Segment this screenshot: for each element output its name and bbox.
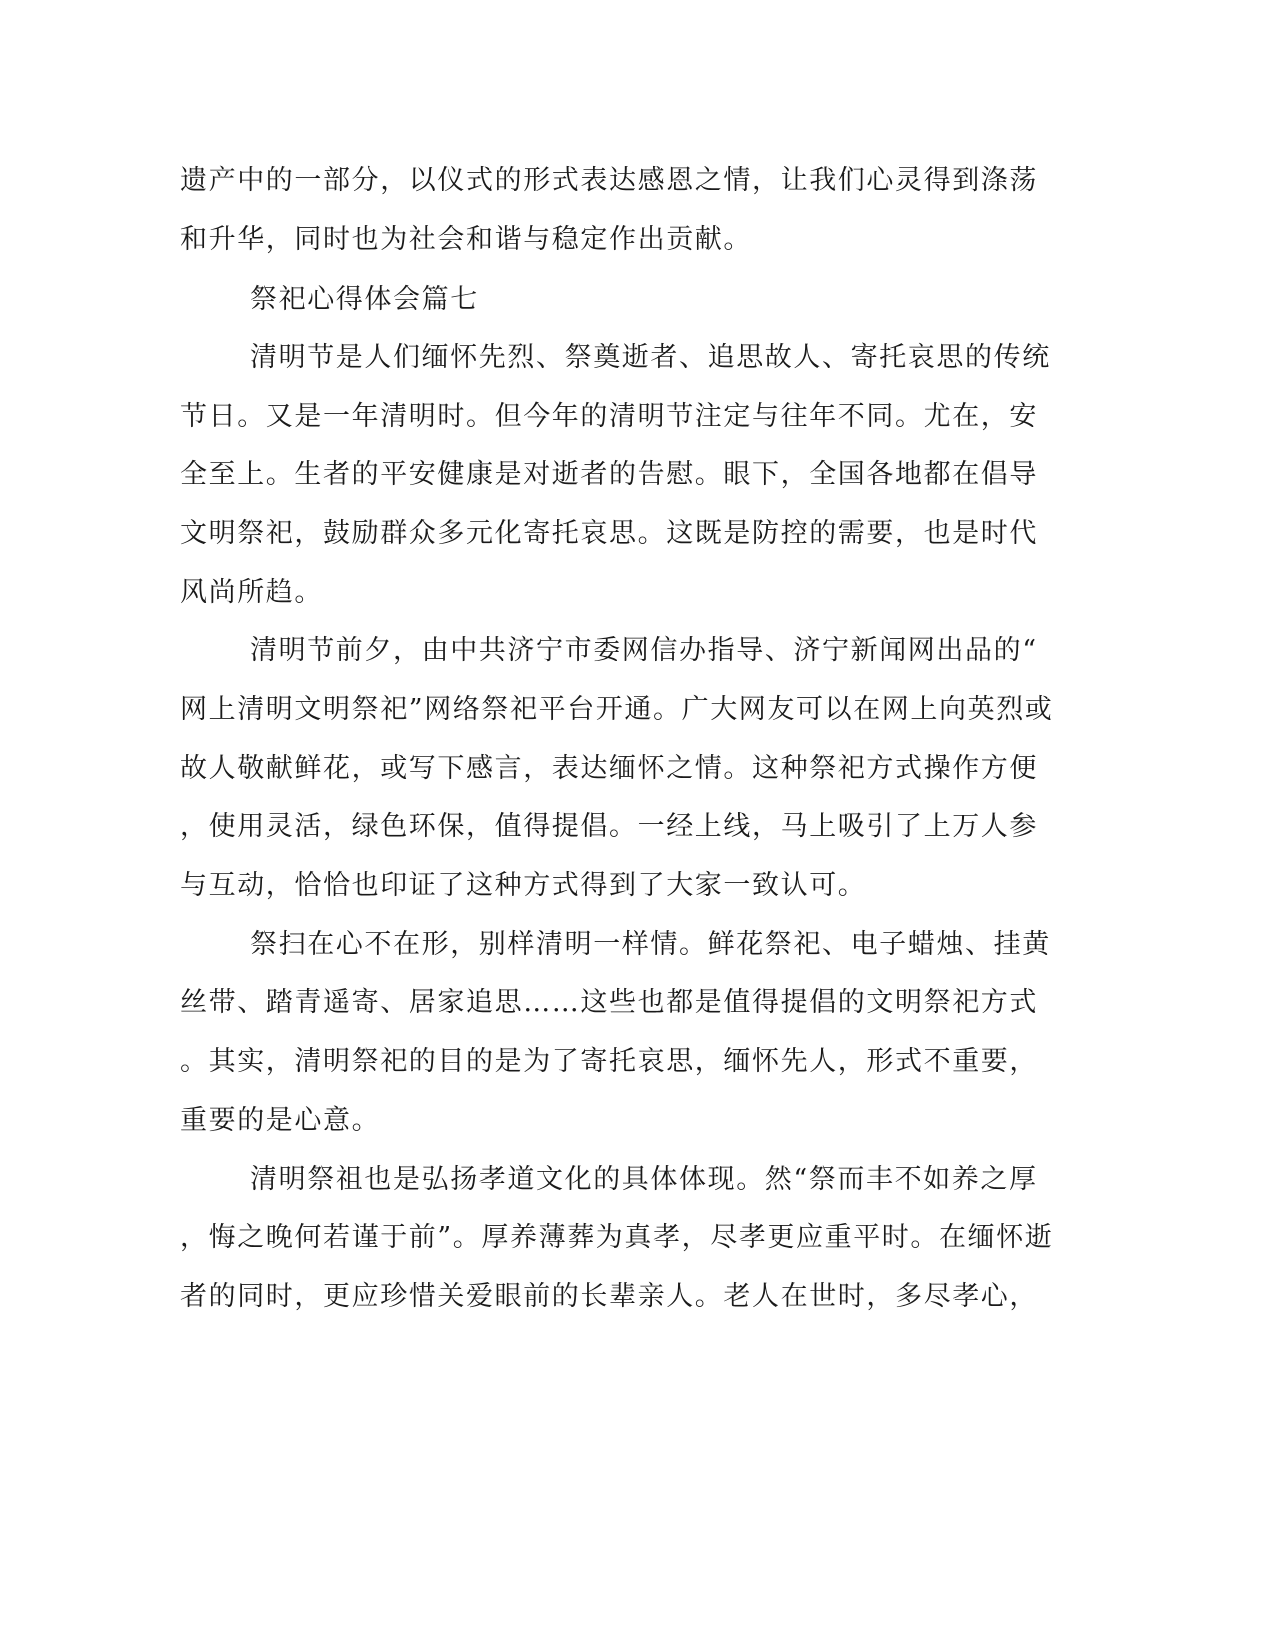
text-line: 节日。又是一年清明时。但今年的清明节注定与往年不同。尤在，安 [180,401,1038,432]
text-line: 风尚所趋。 [180,577,323,608]
text-line: 者的同时，更应珍惜关爱眼前的长辈亲人。老人在世时，多尽孝心， [180,1281,1038,1312]
text-line: 和升华，同时也为社会和谐与稳定作出贡献。 [180,224,752,255]
text-line: 。其实，清明祭祀的目的是为了寄托哀思，缅怀先人，形式不重要， [180,1046,1038,1077]
text-line: ，悔之晚何若谨于前”。厚养薄葬为真孝，尽孝更应重平时。在缅怀逝 [180,1222,1054,1253]
text-line: ，使用灵活，绿色环保，值得提倡。一经上线，马上吸引了上万人参 [180,811,1038,842]
paragraph-first-line: 清明祭祖也是弘扬孝道文化的具体体现。然“祭而丰不如养之厚 [250,1164,1038,1195]
text-line: 故人敬献鲜花，或写下感言，表达缅怀之情。这种祭祀方式操作方便 [180,753,1038,784]
text-line: 遗产中的一部分，以仪式的形式表达感恩之情，让我们心灵得到涤荡 [180,165,1038,196]
section-heading: 祭祀心得体会篇七 [250,284,479,315]
text-line: 文明祭祀，鼓励群众多元化寄托哀思。这既是防控的需要，也是时代 [180,518,1038,549]
paragraph-first-line: 祭扫在心不在形，别样清明一样情。鲜花祭祀、电子蜡烛、挂黄 [250,929,1051,960]
paragraph-first-line: 清明节前夕，由中共济宁市委网信办指导、济宁新闻网出品的“ [250,635,1038,666]
text-line: 与互动，恰恰也印证了这种方式得到了大家一致认可。 [180,870,867,901]
text-line: 丝带、踏青遥寄、居家追思……这些也都是值得提倡的文明祭祀方式 [180,987,1038,1018]
text-line: 网上清明文明祭祀”网络祭祀平台开通。广大网友可以在网上向英烈或 [180,694,1054,725]
text-line: 全至上。生者的平安健康是对逝者的告慰。眼下，全国各地都在倡导 [180,459,1038,490]
paragraph-first-line: 清明节是人们缅怀先烈、祭奠逝者、追思故人、寄托哀思的传统 [250,342,1051,373]
text-line: 重要的是心意。 [180,1105,381,1136]
